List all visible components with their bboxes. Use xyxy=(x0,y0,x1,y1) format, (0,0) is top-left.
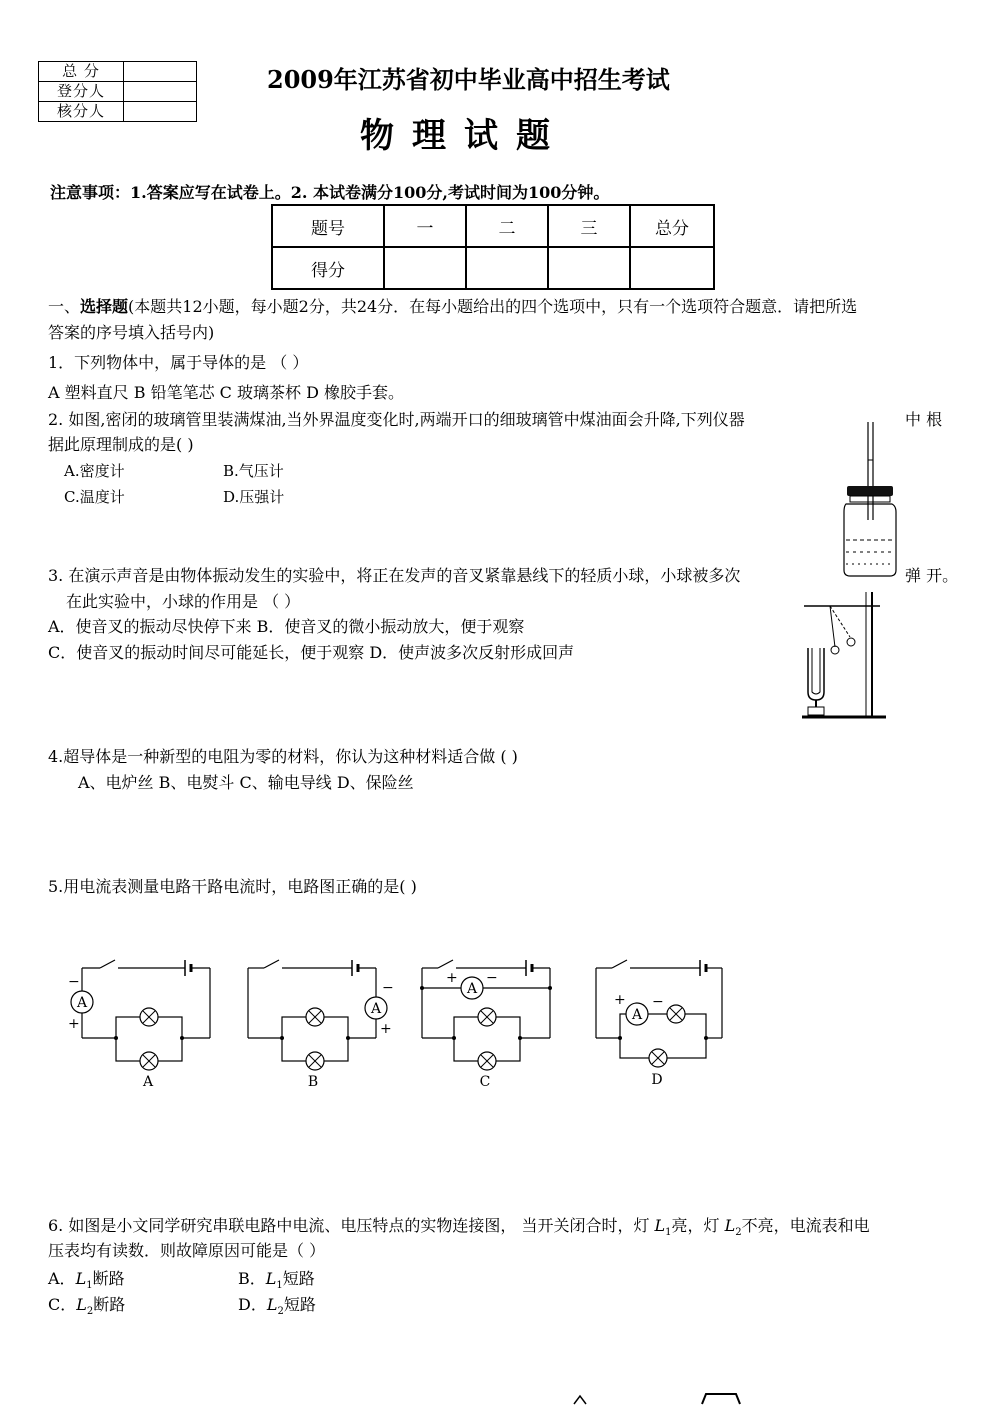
q2-option-b: B.气压计 xyxy=(223,462,284,480)
q6-option-b-text: 短路 xyxy=(282,1269,315,1288)
q6-stem-a: 6. 如图是小文同学研究串联电路中电流、电压特点的实物连接图， 当开关闭合时，灯 xyxy=(48,1216,655,1235)
q6-option-b-sub: 1 xyxy=(276,1280,283,1292)
score-cell-1[interactable] xyxy=(384,247,466,289)
q6-option-a-text: 断路 xyxy=(92,1269,125,1288)
q6-option-a-sub: 1 xyxy=(86,1280,93,1292)
grade-box xyxy=(38,61,197,122)
ammeter-b-plus: + xyxy=(380,1021,392,1037)
circuit-c xyxy=(420,960,552,1090)
q2-bottle-figure xyxy=(840,420,900,580)
ammeter-c-plus: + xyxy=(446,970,458,986)
ammeter-c: A xyxy=(466,981,478,997)
circuit-label-b: B xyxy=(307,1074,319,1090)
grade-label-total: 总 分 xyxy=(39,62,124,82)
ammeter-d: A xyxy=(631,1007,643,1023)
q3-stem-line2: 在此实验中，小球的作用是 （ ） xyxy=(66,592,301,611)
score-cell-total[interactable] xyxy=(630,247,714,289)
q1-options: A 塑料直尺 B 铅笔笔芯 C 玻璃茶杯 D 橡胶手套。 xyxy=(48,383,404,402)
ammeter-a-minus: − xyxy=(68,974,80,990)
q4-options: A、电炉丝 B、电熨斗 C、输电导线 D、保险丝 xyxy=(78,773,414,792)
section1-heading xyxy=(48,294,857,317)
q2-stem-tail: 中 根 xyxy=(905,410,943,429)
q6-option-c-label: C． xyxy=(48,1295,77,1314)
q6-option-d-sub: 2 xyxy=(277,1306,284,1318)
grade-value-total[interactable] xyxy=(124,62,197,82)
score-cell-3[interactable] xyxy=(548,247,630,289)
q3-stem-line1: 3. 在演示声音是由物体振动发生的实验中，将正在发声的音叉紧靠悬线下的轻质小球，小球被多次 xyxy=(48,566,741,585)
q6-option-b-l: L xyxy=(265,1269,277,1288)
score-table xyxy=(271,204,715,290)
score-col-1: 一 xyxy=(384,205,466,247)
subject-title: 物理试题 xyxy=(360,116,568,156)
circuit-d xyxy=(596,960,722,1088)
q6-option-d-text: 短路 xyxy=(283,1295,316,1314)
q6-stem-line2: 压表均有读数．则故障原因可能是（ ） xyxy=(48,1241,326,1260)
q6-l1-sub: 1 xyxy=(665,1227,672,1239)
q6-option-c xyxy=(48,1292,125,1317)
circuit-b xyxy=(248,960,394,1090)
grade-value-checker[interactable] xyxy=(124,102,197,122)
ammeter-b-minus: − xyxy=(382,980,394,996)
grade-value-recorder[interactable] xyxy=(124,82,197,102)
q3-options-line1: A．使音叉的振动尽快停下来 B．使音叉的微小振动放大，便于观察 xyxy=(48,617,525,636)
score-cell-2[interactable] xyxy=(466,247,548,289)
ammeter-b: A xyxy=(370,1001,382,1017)
circuit-label-a: A xyxy=(142,1074,154,1090)
circuit-label-d: D xyxy=(651,1072,663,1088)
q6-l2: L xyxy=(724,1216,736,1235)
ammeter-a: A xyxy=(76,995,88,1011)
ammeter-d-minus: − xyxy=(652,994,664,1010)
q6-l1: L xyxy=(654,1216,666,1235)
section1-heading-line2: 答案的序号填入括号内) xyxy=(48,323,215,342)
q3-tuning-fork-figure xyxy=(800,592,890,722)
q6-option-a-label: A． xyxy=(48,1269,76,1288)
q5-stem: 5.用电流表测量电路干路电流时，电路图正确的是( ) xyxy=(48,877,417,896)
ammeter-c-minus: − xyxy=(486,970,498,986)
grade-label-recorder: 登分人 xyxy=(39,82,124,102)
ammeter-d-plus: + xyxy=(614,992,626,1008)
q6-option-a-l: L xyxy=(75,1269,87,1288)
q6-stem-c: 不亮，电流表和电 xyxy=(741,1216,870,1235)
score-col-total: 总分 xyxy=(630,205,714,247)
q6-option-b xyxy=(238,1266,315,1291)
score-col-2: 二 xyxy=(466,205,548,247)
q3-options-line2: C．使音叉的振动时间尽可能延长，便于观察 D．使声波多次反射形成回声 xyxy=(48,643,575,662)
q6-option-b-label: B． xyxy=(238,1269,266,1288)
q3-stem-tail: 弹 开。 xyxy=(905,566,959,585)
q1-stem: 1．下列物体中，属于导体的是 （ ） xyxy=(48,353,309,372)
circuit-label-c: C xyxy=(479,1074,491,1090)
q6-option-c-sub: 2 xyxy=(86,1306,94,1318)
notice: 注意事项：1.答案应写在试卷上。2. 本试卷满分100分,考试时间为100分钟。 xyxy=(50,183,610,202)
q4-stem: 4.超导体是一种新型的电阻为零的材料，你认为这种材料适合做 ( ) xyxy=(48,747,518,766)
score-col-3: 三 xyxy=(548,205,630,247)
q5-circuit-diagrams xyxy=(60,950,760,1090)
section1-title: 选择题 xyxy=(80,297,129,316)
q6-option-c-l: L xyxy=(76,1295,87,1314)
q6-stem-line1 xyxy=(48,1213,870,1238)
q6-circuit-figure-fragment xyxy=(560,1388,760,1408)
score-header-label: 题号 xyxy=(272,205,384,247)
circuit-a xyxy=(68,960,210,1090)
q6-l2-sub: 2 xyxy=(735,1227,742,1239)
grade-label-checker: 核分人 xyxy=(39,102,124,122)
q6-option-c-text: 断路 xyxy=(93,1295,126,1314)
ammeter-a-plus: + xyxy=(68,1016,80,1032)
q6-option-d-l: L xyxy=(266,1295,278,1314)
q2-option-c: C.温度计 xyxy=(64,488,125,506)
exam-title: 2009年江苏省初中毕业高中招生考试 xyxy=(267,65,670,94)
q2-option-a: A.密度计 xyxy=(64,462,125,480)
q6-option-a xyxy=(48,1266,125,1291)
q2-stem-line2: 据此原理制成的是( ) xyxy=(48,435,194,454)
section1-prefix: 一、 xyxy=(48,297,81,316)
q6-option-d-label: D． xyxy=(238,1295,267,1314)
q6-stem-b: 亮，灯 xyxy=(671,1216,725,1235)
section1-desc: (本题共12小题，每小题2分，共24分．在每小题给出的四个选项中，只有一个选项符合题意．请把所选 xyxy=(128,297,858,316)
score-row-label: 得分 xyxy=(272,247,384,289)
q6-option-d xyxy=(238,1292,316,1317)
q2-option-d: D.压强计 xyxy=(223,488,285,506)
q2-stem-line1: 2. 如图,密闭的玻璃管里装满煤油,当外界温度变化时,两端开口的细玻璃管中煤油面会升降,下列仪器 xyxy=(48,410,745,429)
